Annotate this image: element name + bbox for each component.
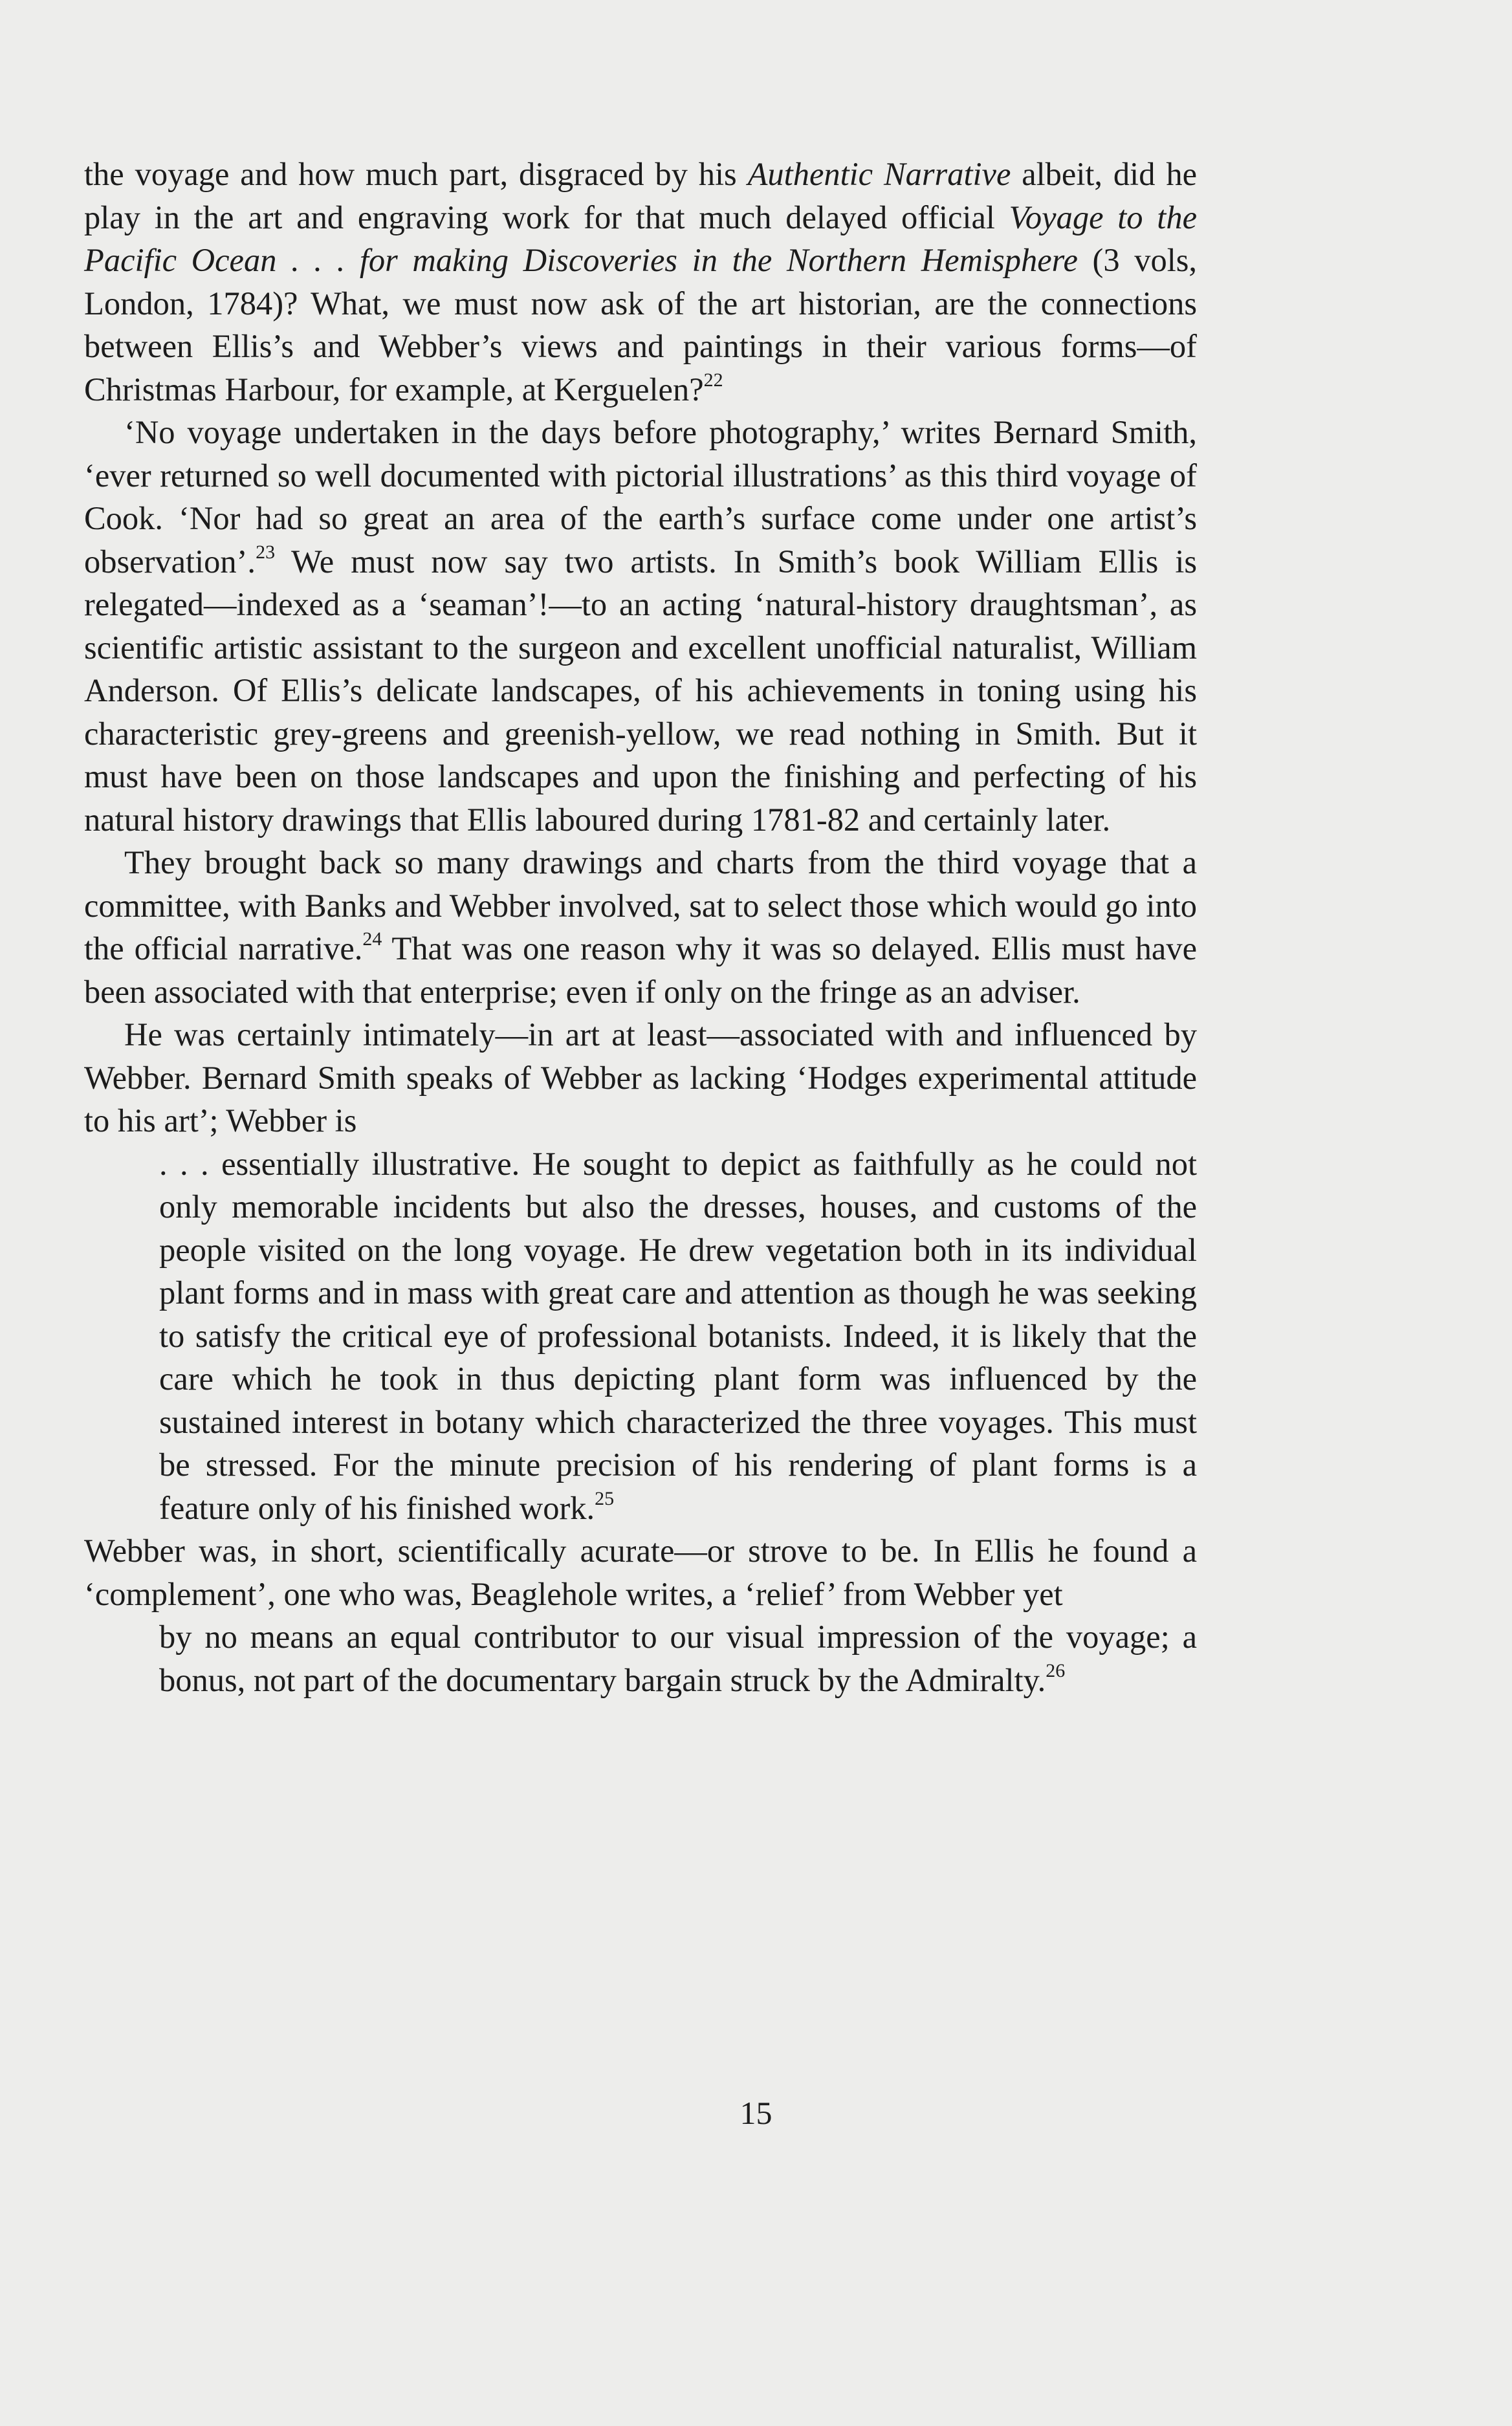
paragraph-text: (3 vols, London, 1784)? What, we must now ask of the art historian, are the connections between Ellis’s and Webber’s views and paintings in their various forms—of Christmas Harbour, for example, at Kerguelen? xyxy=(84,242,1197,408)
paragraph xyxy=(84,841,1197,1013)
italic-title: Authentic Narrative xyxy=(747,156,1011,192)
paragraph-text: They brought back so many drawings and charts from the third voyage that a committee, with Banks and Webber involved, sat to select those which would go into the official narrative. xyxy=(84,844,1197,967)
quote-text: by no means an equal contributor to our visual impression of the voyage; a bonus, not part of the documentary bargain struck by the Admiralty. xyxy=(159,1619,1197,1698)
footnote-marker: 22 xyxy=(703,369,723,391)
paragraph-text: We must now say two artists. In Smith’s book William Ellis is relegated—indexed as a ‘seaman’!—to an acting ‘natural-history draughtsman’, as scientific artistic assistant to the surgeon and excellent unofficial naturalist, William Anderson. Of Ellis’s delicate landscapes, of his achievements in toning using his characteristic grey-greens and greenish-yellow, we read nothing in Smith. But it must have been on those landscapes and upon the finishing and perfecting of his natural history drawings that Ellis laboured during 1781-82 and certainly later. xyxy=(84,543,1197,838)
quote-text: . . . essentially illustrative. He sought to depict as faithfully as he could not only memorable incidents but also the dresses, houses, and customs of the people visited on the long voyage. He drew vegetation both in its individual plant forms and in mass with great care and attention as though he was seeking to satisfy the critical eye of professional botanists. Indeed, it is likely that the care which he took in thus depicting plant form was influenced by the sustained interest in botany which characterized the three voyages. This must be stressed. For the minute precision of his rendering of plant forms is a feature only of his finished work. xyxy=(159,1145,1197,1526)
paragraph-text: the voyage and how much part, disgraced by his xyxy=(84,156,748,192)
paragraph-text: Webber was, in short, scientifically acurate—or strove to be. In Ellis he found a ‘complement’, one who was, Beaglehole writes, a ‘relief’ from Webber yet xyxy=(84,1533,1197,1612)
paragraph-text: ‘No voyage undertaken in the days before photography,’ writes Bernard Smith, ‘ever returned so well documented with pictorial illustrations’ as this third voyage of Cook. ‘Nor had so great an area of the earth’s surface come under one artist’s observation’. xyxy=(84,414,1197,580)
italic-title: Voyage to the Pacific Ocean . . . for making Discoveries in the Northern Hemisphere xyxy=(84,199,1197,278)
footnote-marker: 23 xyxy=(256,541,276,563)
footnote-marker: 25 xyxy=(595,1487,615,1509)
block-quote xyxy=(84,1615,1197,1701)
block-quote xyxy=(84,1142,1197,1530)
footnote-marker: 24 xyxy=(362,928,382,950)
paragraph-text: That was one reason why it was so delayed. Ellis must have been associated with that enterprise; even if only on the fringe as an adviser. xyxy=(84,930,1197,1010)
paragraph xyxy=(84,1529,1197,1615)
paragraph xyxy=(84,1013,1197,1142)
page-body-text xyxy=(84,153,1197,1701)
page-number: 15 xyxy=(740,2095,772,2131)
paragraph xyxy=(84,153,1197,411)
paragraph xyxy=(84,411,1197,841)
paragraph-text: albeit, did he play in the art and engraving work for that much delayed official xyxy=(84,156,1197,235)
paragraph-text: He was certainly intimately—in art at least—associated with and influenced by Webber. Bernard Smith speaks of Webber as lacking ‘Hodges experimental attitude to his art’; Webber is xyxy=(84,1016,1197,1139)
footnote-marker: 26 xyxy=(1046,1659,1066,1681)
